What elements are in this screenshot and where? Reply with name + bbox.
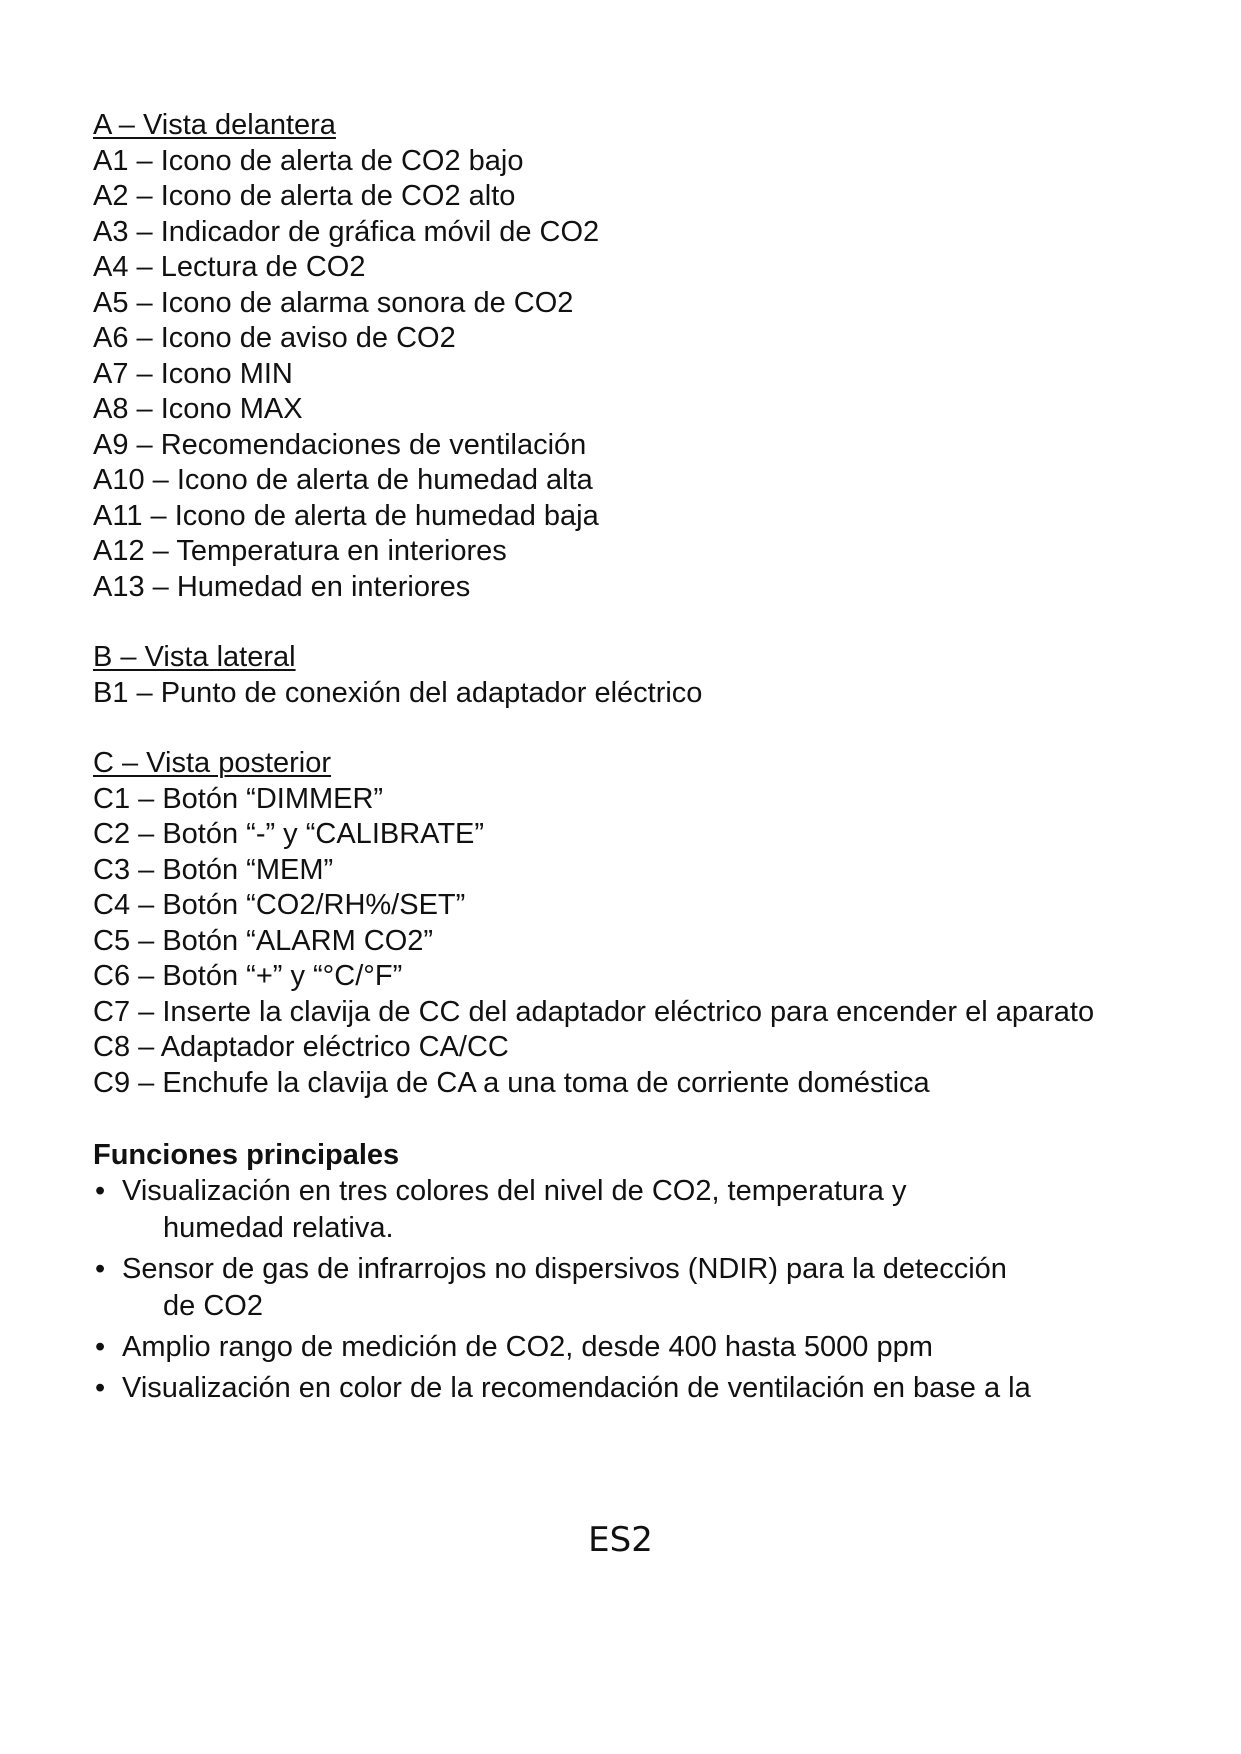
section-c-item: C9 – Enchufe la clavija de CA a una toma de corriente doméstica (93, 1066, 930, 1099)
feature-text-continued: de CO2 (163, 1290, 263, 1322)
feature-text-continued: humedad relativa. (163, 1212, 394, 1244)
bullet-icon: • (95, 1372, 106, 1404)
section-spacer (93, 711, 1153, 746)
section-b-item: B1 – Punto de conexión del adaptador eléctrico (93, 676, 703, 709)
section-a-item: A9 – Recomendaciones de ventilación (93, 428, 587, 461)
section-a-item: A13 – Humedad en interiores (93, 570, 471, 603)
section-a-item: A2 – Icono de alerta de CO2 alto (93, 180, 516, 212)
section-a-item: A12 – Temperatura en interiores (93, 535, 507, 567)
feature-item (93, 1370, 1153, 1407)
section-c-item: C7 – Inserte la clavija de CC del adaptador eléctrico para encender el aparato (93, 995, 1095, 1028)
page-number: ES2 (588, 1520, 653, 1560)
section-b-heading: B – Vista lateral (93, 641, 296, 673)
section-a-item: A11 – Icono de alerta de humedad baja (93, 499, 599, 532)
feature-text: Visualización en tres colores del nivel de CO2, temperatura y (122, 1175, 907, 1207)
section-c-item: C2 – Botón “-” y “CALIBRATE” (93, 818, 485, 850)
section-spacer (93, 605, 1153, 640)
features-list (93, 1173, 1153, 1407)
section-spacer (93, 1101, 1153, 1137)
section-a-item: A10 – Icono de alerta de humedad alta (93, 464, 593, 496)
bullet-icon: • (95, 1175, 106, 1207)
section-a-item: A7 – Icono MIN (93, 357, 293, 390)
section-c-item: C6 – Botón “+” y “°C/°F” (93, 960, 403, 992)
section-a-item: A6 – Icono de aviso de CO2 (93, 322, 456, 354)
feature-item (93, 1329, 1153, 1366)
section-c-item: C3 – Botón “MEM” (93, 853, 334, 886)
feature-text: Amplio rango de medición de CO2, desde 400 hasta 5000 ppm (122, 1331, 933, 1363)
section-c-item: C4 – Botón “CO2/RH%/SET” (93, 889, 466, 921)
section-c-item: C5 – Botón “ALARM CO2” (93, 924, 434, 957)
feature-text: Sensor de gas de infrarrojos no dispersivos (NDIR) para la detección (122, 1253, 1007, 1285)
document-page (93, 108, 1153, 1411)
feature-item (93, 1251, 1153, 1325)
section-c-heading: C – Vista posterior (93, 747, 332, 779)
feature-text: Visualización en color de la recomendación de ventilación en base a la (122, 1372, 1031, 1404)
section-a-item: A1 – Icono de alerta de CO2 bajo (93, 144, 524, 177)
section-a-item: A3 – Indicador de gráfica móvil de CO2 (93, 215, 600, 248)
feature-item (93, 1173, 1153, 1247)
section-a-item: A4 – Lectura de CO2 (93, 251, 366, 283)
section-a-heading: A – Vista delantera (93, 109, 336, 141)
section-c-item: C8 – Adaptador eléctrico CA/CC (93, 1031, 509, 1063)
bullet-icon: • (95, 1253, 106, 1285)
features-title: Funciones principales (93, 1139, 400, 1171)
section-a-item: A5 – Icono de alarma sonora de CO2 (93, 286, 574, 319)
section-c-item: C1 – Botón “DIMMER” (93, 782, 384, 815)
bullet-icon: • (95, 1331, 106, 1363)
section-a-item: A8 – Icono MAX (93, 393, 303, 425)
